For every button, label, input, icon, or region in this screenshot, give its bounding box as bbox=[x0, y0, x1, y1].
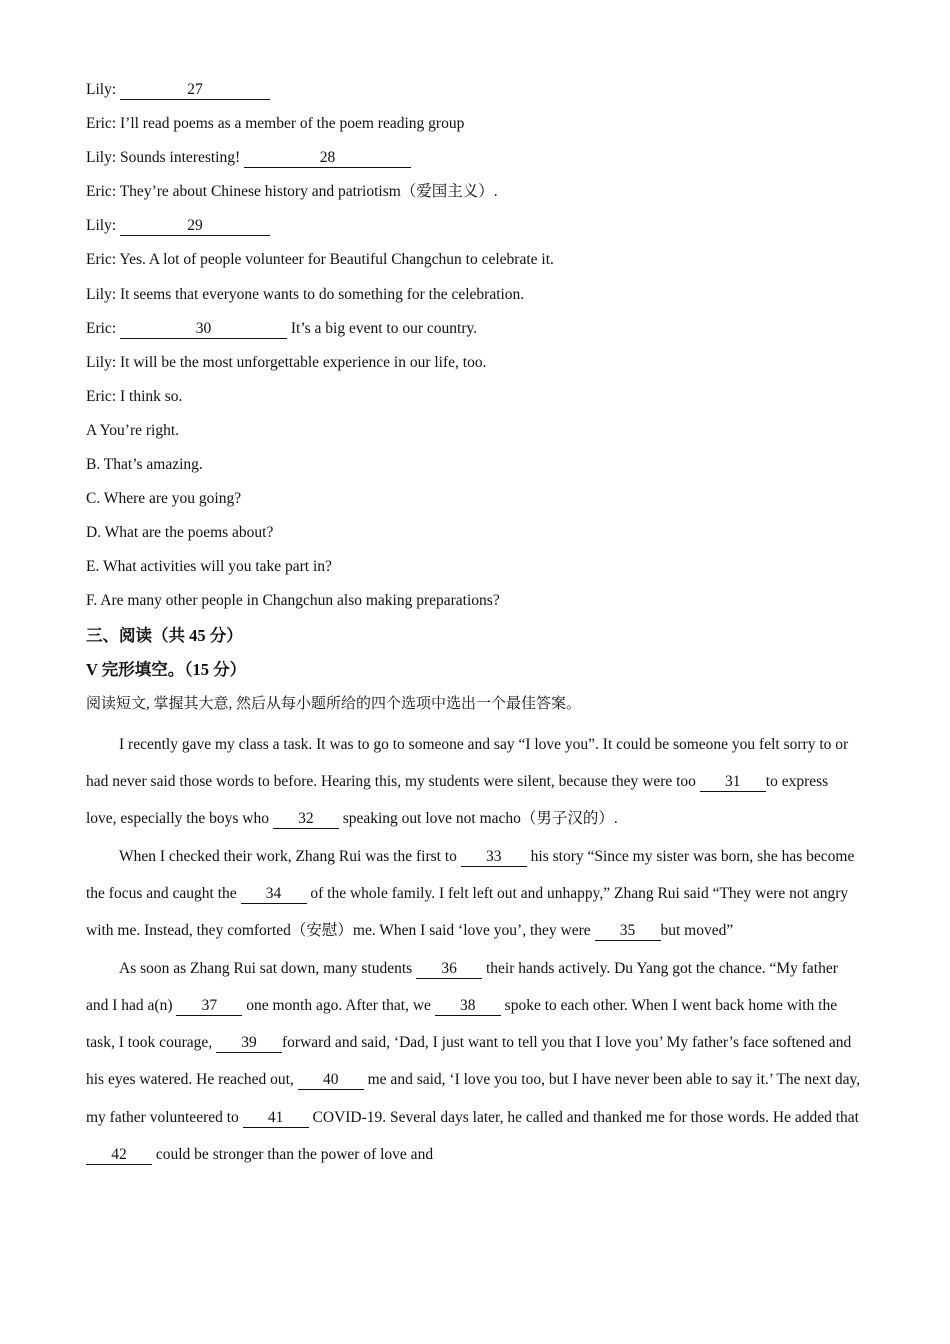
blank-32: 32 bbox=[273, 810, 339, 829]
dialogue-line: Eric: I’ll read poems as a member of the poem reading group bbox=[86, 115, 465, 133]
passage-text: When I checked their work, Zhang Rui was the first to bbox=[119, 847, 461, 865]
blank-29: 29 bbox=[120, 217, 270, 236]
passage-text: but moved” bbox=[660, 922, 734, 940]
passage-text: I recently gave my class a task. It was to go to someone and say “I love you”. It could be someone you felt sorry to or had never said those words to before. Hearing this, my students were silent, because they were too bbox=[86, 735, 849, 791]
option-c: C. Where are you going? bbox=[86, 490, 242, 508]
passage-text: to express love, especially the boys who bbox=[86, 773, 829, 828]
passage-text: one month ago. After that, we bbox=[242, 996, 435, 1014]
dialogue-text: It’s a big event to our country. bbox=[290, 319, 478, 337]
blank-39: 39 bbox=[216, 1034, 282, 1053]
dialogue-line bbox=[86, 317, 861, 351]
passage-text: speaking out love not macho（男子汉的）. bbox=[338, 810, 618, 828]
passage-paragraph-3 bbox=[86, 950, 861, 1174]
speaker: Eric: bbox=[86, 319, 117, 337]
dialogue-line: Lily: It seems that everyone wants to do something for the celebration. bbox=[86, 285, 525, 303]
option-f: F. Are many other people in Changchun also making preparations? bbox=[86, 592, 500, 610]
passage-text: As soon as Zhang Rui sat down, many students bbox=[119, 959, 417, 977]
dialogue-line bbox=[86, 78, 861, 112]
dialogue-line: Eric: I think so. bbox=[86, 387, 183, 405]
speaker: Lily: bbox=[86, 217, 117, 235]
blank-27: 27 bbox=[120, 81, 270, 100]
dialogue-text: Lily: Sounds interesting! bbox=[86, 149, 241, 167]
subsection-title: V 完形填空。（15 分） bbox=[86, 659, 247, 679]
blank-35: 35 bbox=[595, 922, 661, 941]
blank-41: 41 bbox=[243, 1109, 309, 1128]
option-d: D. What are the poems about? bbox=[86, 524, 274, 542]
passage-text: spoke to each other. When I went back home with the task, I took courage, bbox=[86, 996, 838, 1052]
blank-28: 28 bbox=[244, 149, 411, 168]
blank-42: 42 bbox=[86, 1146, 152, 1165]
option-e: E. What activities will you take part in? bbox=[86, 558, 332, 576]
blank-38: 38 bbox=[435, 997, 501, 1016]
section-title: 三、阅读（共 45 分） bbox=[86, 625, 243, 645]
blank-30: 30 bbox=[120, 320, 287, 339]
option-b: B. That’s amazing. bbox=[86, 456, 203, 474]
blank-31: 31 bbox=[700, 773, 766, 792]
dialogue-line bbox=[86, 214, 861, 248]
dialogue-line: Lily: It will be the most unforgettable experience in our life, too. bbox=[86, 353, 487, 371]
exam-page bbox=[86, 78, 861, 1173]
passage-text: his story “Since my sister was born, she has become the focus and caught the bbox=[86, 847, 855, 902]
blank-40: 40 bbox=[298, 1071, 364, 1090]
option-a: A You’re right. bbox=[86, 421, 180, 439]
passage-text: forward and said, ‘Dad, I just want to tell you that I love you’ My father’s face softened and his eyes watered. He reached out, bbox=[86, 1034, 852, 1089]
passage-text: could be stronger than the power of love and bbox=[152, 1146, 434, 1164]
dialogue-line: Eric: Yes. A lot of people volunteer for Beautiful Changchun to celebrate it. bbox=[86, 251, 554, 269]
passage-text: of the whole family. I felt left out and unhappy,” Zhang Rui said “They were not angry with me. Instead, they comforted（安慰）me. When I said ‘love you’, they were bbox=[86, 884, 849, 940]
passage-text: their hands actively. Du Yang got the chance. “My father and I had a(n) bbox=[86, 959, 838, 1014]
passage-paragraph-2 bbox=[86, 838, 861, 950]
blank-36: 36 bbox=[416, 960, 482, 979]
passage-text: COVID-19. Several days later, he called and thanked me for those words. He added that bbox=[308, 1108, 859, 1126]
blank-34: 34 bbox=[241, 885, 307, 904]
blank-33: 33 bbox=[461, 848, 527, 867]
instruction: 阅读短文, 掌握其大意, 然后从每小题所给的四个选项中选出一个最佳答案。 bbox=[86, 695, 582, 712]
dialogue-line bbox=[86, 146, 861, 180]
passage-paragraph-1 bbox=[86, 726, 861, 838]
passage-text: me and said, ‘I love you too, but I have never been able to say it.’ The next day, my father volunteered to bbox=[86, 1071, 861, 1126]
blank-37: 37 bbox=[176, 997, 242, 1016]
speaker: Lily: bbox=[86, 81, 117, 98]
dialogue-line: Eric: They’re about Chinese history and patriotism（爱国主义）. bbox=[86, 183, 498, 201]
